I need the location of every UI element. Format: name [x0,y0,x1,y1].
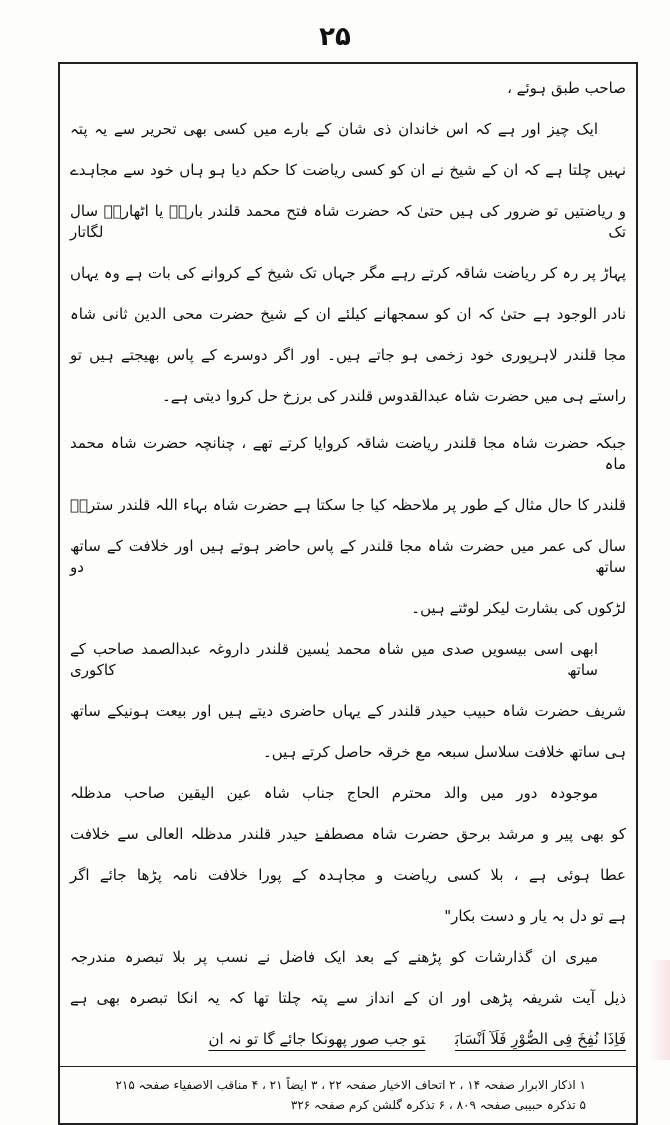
footnote-separator [60,1066,636,1067]
text-line: کو بھی پیر و مرشد برحق حضرت شاہ مصطفےٰ حیدر قلندر مدظلہ العالی سے خلافت [70,825,626,843]
text-frame [58,62,638,1125]
text-line: ایک چیز اور ہے کہ اس خاندان ذی شان کے بارے میں کسی بھی تحریر سے یہ پتہ [70,120,598,138]
text-line: ابھی اسی بیسویں صدی میں شاہ محمد یٰسین قلندر داروغہ عبدالصمد صاحب کے ساتھ کاکوری [70,640,598,679]
text-line: جبکہ حضرت شاہ مجا قلندر ریاضت شاقہ کروایا کرتے تھے ، چنانچہ حضرت شاہ محمد ماہ [70,434,626,473]
text-line: صاحب طبق ہوئے ، [507,79,626,97]
quranic-verse-translation: تو جب صور پھونکا جائے گا تو نہ ان [208,1030,426,1048]
quranic-verse-line [70,1019,626,1060]
text-line: شریف حضرت شاہ حبیب حیدر قلندر کے یہاں حاضری دیتے ہیں اور بیعت ہونیکے ساتھ [70,702,626,720]
quranic-verse-arabic: فَاِذَا نُفِخَ فِی الصُّوْرِ فَلَآ اَنْسَابَ [455,1030,626,1048]
text-line: راستے ہی میں حضرت شاہ عبدالقدوس قلندر کی برزخ حل کروا دیتی ہے۔ [161,387,626,405]
page-number: ۲۵ [319,22,351,52]
text-line: لڑکوں کی بشارت لیکر لوٹتے ہیں۔ [411,599,626,617]
text-line: سال کی عمر میں حضرت شاہ مجا قلندر کے پاس حاضر ہوتے ہیں اور خلافت کے ساتھ ساتھ دو [70,537,626,576]
text-line: ہی ساتھ خلافت سلاسل سبعہ مع خرقہ حاصل کرتے ہیں۔ [262,743,626,761]
text-line: و ریاضتیں تو ضرور کی ہیں حتیٰ کہ حضرت شاہ فتح محمد قلندر بارہؒ یا اٹھارہؒ سال تک لگاتار [70,202,626,241]
text-line: نادر الوجود ہے حتیٰ کہ ان کو سمجھانے کیلئے ان کے شیخ حضرت محی الدین ثانی شاہ [70,305,626,323]
text-line: پہاڑ پر رہ کر ریاضت شاقہ کرتے رہے مگر جہاں تک شیخ کے کروانے کی بات ہے وہ یہاں [70,264,626,282]
footnote: ۱ اذکار الابرار صفحہ ۱۴ ، ۲ اتحاف الاخیار صفحہ ۲۲ ، ۳ ایضاً ۲۱ ، ۴ مناقب الاصفیاء صفحہ ۲۱۵ [115,1078,586,1092]
text-line: مجا قلندر لاہرپوری خود زخمی ہو جاتے ہیں۔ اور اگر دوسرے کے پاس بھیجتے ہیں تو [70,346,626,364]
text-line: قلندر کا حال مثال کے طور پر ملاحظہ کیا جا سکتا ہے حضرت شاہ بہاء اللہ قلندر سترہؒ [70,496,626,514]
footnote: ۵ تذکرہ حبیبی صفحہ ۸۰۹ ، ۶ تذکرہ گلشن کرم صفحہ ۳۲۶ [290,1098,586,1112]
text-line: نہیں چلتا ہے کہ ان کے شیخ نے ان کو کسی ریاضت کا حکم دیا ہو ہاں خود سے مجاہدے [70,161,626,179]
text-line: ذیل آیت شریفہ پڑھی اور ان کے انداز سے پتہ چلتا تھا کہ یہ انکا تبصرہ بھی ہے [70,989,626,1007]
text-line: عطا ہوئی ہے ، بلا کسی ریاضت و مجاہدہ کے پورا خلافت نامہ پڑھا جائے اگر [70,866,626,884]
text-line: ہے تو دل بہ یار و دست بکار" [444,907,626,925]
text-line: موجودہ دور میں والد محترم الحاج جناب شاہ عین الیقین صاحب مدظلہ [70,784,598,802]
text-line: میری ان گذارشات کو پڑھنے کے بعد ایک فاضل نے نسب پر بلا تبصرہ مندرجہ [70,948,598,966]
scan-smudge [650,960,670,1060]
